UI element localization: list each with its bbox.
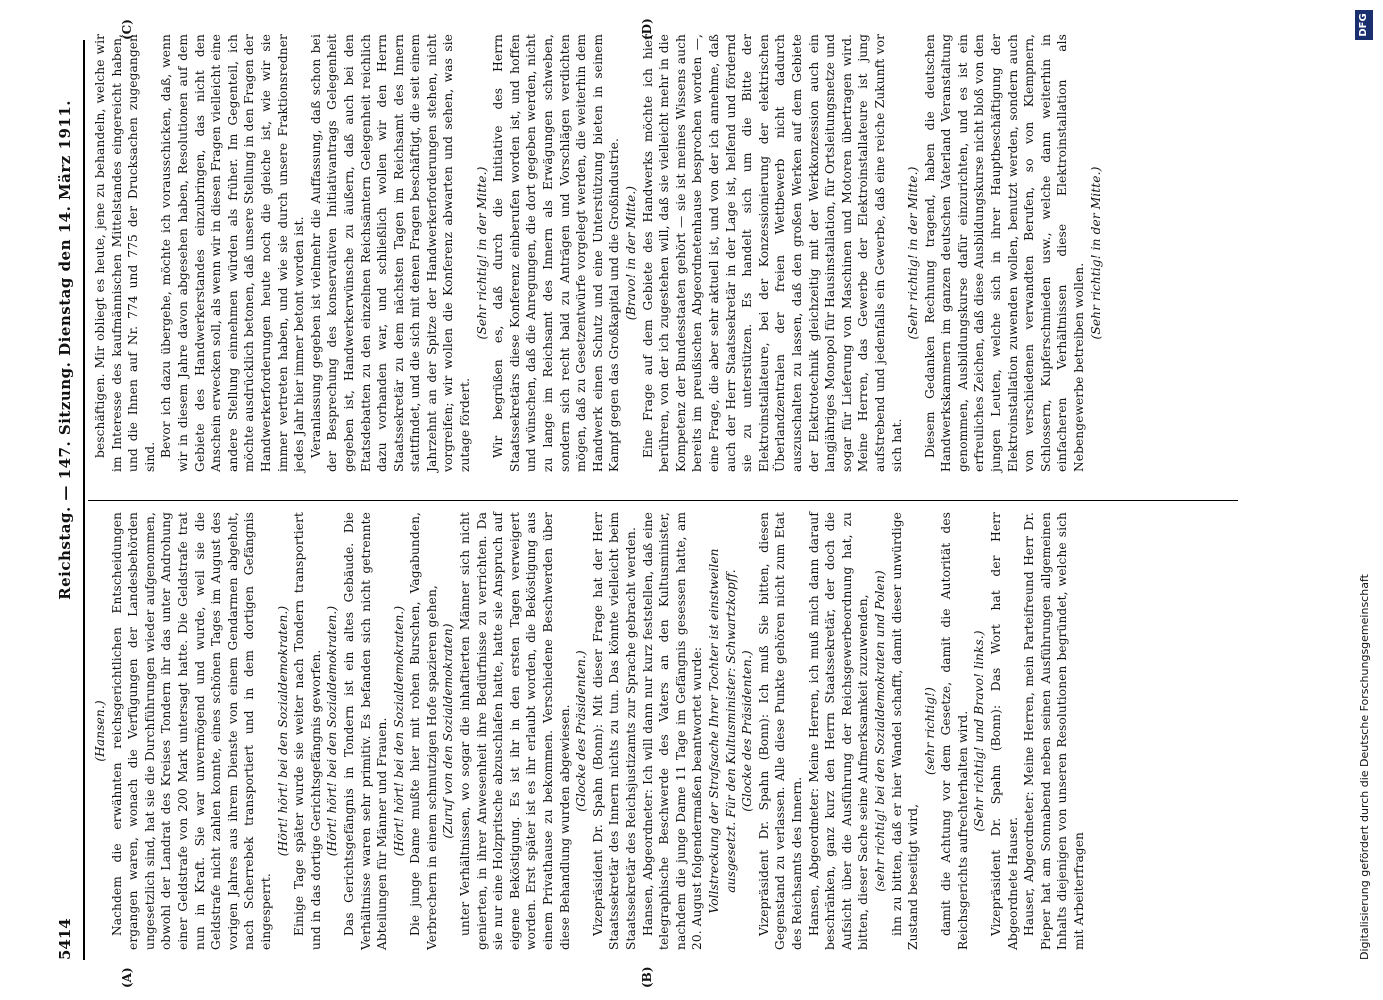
paragraph: Vizepräsident Dr. Spahn (Bonn): Das Wort hat der Herr Abgeordnete Hauser.	[989, 512, 1020, 950]
paragraph: Vizepräsident Dr. Spahn (Bonn): Ich muß Sie bitten, diesen Gegenstand zu verlassen. Alle diese Punkte gehören nicht zum Etat des Reichsamts des Innern.	[756, 512, 804, 950]
paragraph: Diesem Gedanken Rechnung tragend, haben die deutschen Handwerkskammern im ganzen deutschen Vaterland Veranstaltung genommen, Ausbildungskurse dafür einzurichten, und es ist ein erfreuliches Zeichen, daß diese Ausbildungskurse nicht bloß von den jungen Leuten, welche sich in ihrer Hauptbeschäftigung der Elektroinstallation zuwenden wollen, benutzt werden, sondern auch von verschiedenen verwandten Berufen, so von Klempnern, Schlossern, Kupferschmieden usw., welche dann weiterhin in einfacheren Verhältnissen diese Elektroinstallation als Nebengewerbe betreiben wollen.	[922, 34, 1087, 472]
paragraph: Veranlassung gegeben ist vielmehr die Auffassung, daß schon bei der Besprechung des konservativen Initiativantrags Gelegenheit gegeben ist, Handwerkerwünsche zu äußern, daß auch bei den Etatsdebatten zu den einzelnen Reichsämtern Gelegenheit reichlich dazu vorhanden war, und schließlich wollen wir den Herrn Staatssekretär zu dem nächsten Tagen im Reichsamt des Innern stattfindet, und die sich mit denen Fragen beschäftigt, die seit einem Jahrzehnt an der Spitze der Handwerkerforderungen stehen, nicht vorgreifen; wir wollen die Konferenz abwarten und sehen, was sie zutage fördert.	[308, 34, 473, 472]
interjection: (Zuruf von den Sozialdemokraten)	[441, 623, 456, 839]
digitization-credit: Digitalisierung gefördert durch die Deutsche Forschungsgemeinschaft	[1358, 574, 1371, 960]
margin-marker-a: (A)	[120, 967, 134, 988]
paragraph: Eine Frage auf dem Gebiete des Handwerks möchte ich hier berühren, von der ich zugestehen will, daß sie vielleicht mehr in die Kompetenz der Bundesstaaten gehört — sie ist meines Wissens auch bereits im preußischen Abgeordnetenhause besprochen worden —, eine Frage, die aber sehr aktuell ist, und von der ich annehme, daß auch der Herr Staatssekretär in der Lage ist, helfend und fördernd sie zu unterstützen. Es handelt sich um die Bitte der Elektroinstallateure, bei der Konzessionierung der elektrischen Überlandzentralen der freien Wettbewerb nicht dadurch auszuschalten zu lassen, daß den großen Werken auf dem Gebiete der Elektrotechnik gleichzeitig mit der Werkkonzession auch ein langjähriges Monopol für Hausinstallation, für Ortsleitungsnetze und sogar für Lieferung von Maschinen und Motoren übertragen wird. Meine Herren, das Gewerbe der Elektroinstallateure ist jung aufstrebend und jedenfalls ein Gewerbe, daß eine reiche Zukunft vor sich hat.	[640, 34, 904, 472]
paragraph: damit die Achtung vor dem Gesetze, damit die Autorität des Reichsgerichts aufrechterhalten wird.	[939, 512, 970, 950]
interjection: (sehr richtig!)	[922, 687, 937, 775]
paragraph: ihn zu bitten, daß er hier Wandel schafft, damit dieser unwürdige Zustand beseitigt wird,	[889, 512, 921, 950]
column-divider	[88, 500, 1238, 501]
page-title: Reichstag. — 147. Sitzung. Dienstag den 14. März 1911.	[56, 100, 74, 600]
interjection: (Sehr richtig! in der Mitte.)	[906, 166, 921, 340]
page-number: 5414	[56, 918, 74, 960]
right-column	[92, 34, 1104, 472]
paragraph: Hansen, Abgeordneter: Ich will dann nur kurz feststellen, daß eine telegraphische Beschwerde des Vaters an den Kultusminister, nachdem die junge Dame 11 Tage im Gefängnis gesessen hatte, am 20. August folgendermaßen beantwortet wurde:	[640, 512, 705, 950]
paragraph: Die junge Dame mußte hier mit rohen Burschen, Vagabunden, Verbrechern in einem schmutzigen Hofe spazieren gehen,	[408, 512, 439, 950]
interjection: (Hört! hört! bei den Sozialdemokraten.)	[275, 605, 290, 857]
interjection: Vollstreckung der Strafsache Ihrer Tochter ist einstweilen ausgesetzt. Für den Kultusminister: Schwartzkopff.	[706, 548, 738, 914]
paragraph: beschäftigen. Mir obliegt es heute, jene zu behandeln, welche wir im Interesse des kaufmännischen Mittelstandes eingereicht haben, und die Ihnen auf Nr. 774 und 775 der Drucksachen zugegangen sind.	[93, 34, 157, 472]
header-rule	[83, 40, 85, 960]
paragraph: Das Gerichtsgefängnis in Tondern ist ein altes Gebäude. Die Verhältnisse waren sehr primitiv. Es befanden sich nicht getrennte Abteilungen für Männer und Frauen.	[341, 512, 390, 950]
paragraph: unter Verhältnissen, wo sogar die inhaftierten Männer sich nicht genierten, in ihrer Anwesenheit ihre Bedürfnisse zu verrichten. Da sie nur eine Holzpritsche abzuschlafen hatte, hatte sie Anspruch auf eigene Beköstigung. Es ist ihr in den ersten Tagen verweigert worden. Erst später ist es ihr erlaubt worden, die Beköstigung aus einem Privathause zu bekommen. Verschiedene Beschwerden über diese Behandlung wurden abgewiesen.	[458, 512, 572, 950]
paragraph: Hansen, Abgeordneter: Meine Herren, ich muß mich dann darauf beschränken, ganz kurz den Herrn Staatssekretär, der doch die Aufsicht über die Ausführung der Reichsgewerbeordnung hat, zu bitten, dieser Sache seine Aufmerksamkeit zuzuwenden,	[806, 512, 871, 950]
interjection: (sehr richtig! bei den Sozialdemokraten und Polen)	[872, 570, 887, 892]
paragraph: Wir begrüßen es, daß durch die Initiative des Herrn Staatssekretärs diese Konferenz einberufen worden ist, und hoffen und wünschen, daß die Anregungen, die dort gegeben werden, nicht zu lange im Reichsamt des Innern als Erwägungen schweben, sondern sich recht bald zu Anträgen und Vorschlägen verdichten mögen, daß zu Gesetzentwürfe vorgelegt werden, die weiterhin dem Handwerk einen Schutz und eine Unterstützung bieten in seinem Kampf gegen das Großkapital und die Großindustrie.	[491, 34, 622, 472]
paragraph: Einige Tage später wurde sie weiter nach Tondern transportiert und in das dortige Gerichtsgefängnis geworfen.	[292, 512, 323, 950]
paragraph: Bevor ich dazu übergehe, möchte ich vorausschicken, daß, wenn wir in diesem Jahre davon abgesehen haben, Resolutionen auf dem Gebiete des Handwerkerstandes einzubringen, das nicht den Anschein erwecken soll, als wenn wir in diesen Fragen vielleicht eine andere Stellung einnehmen würden als früher. Im Gegenteil, ich möchte ausdrücklich betonen, daß unsere Stellung in den Fragen der Handwerkerforderungen heute noch die gleiche ist, wie wir sie immer vertreten haben, und wie sie durch unsere Fraktionsredner jedes Jahr hier immer betont worden ist.	[159, 34, 307, 472]
interjection: (Bravo! in der Mitte.)	[624, 185, 638, 321]
margin-marker-b: (B)	[640, 966, 654, 988]
interjection: (Sehr richtig! in der Mitte.)	[1088, 166, 1103, 340]
paragraph: Hauser, Abgeordneter: Meine Herren, mein Parteifreund Herr Dr. Pieper hat am Sonnabend neben seinen Ausführungen allgemeinen Inhalts diejenigen von unseren Resolutionen begründet, welche sich mit Arbeiterfragen	[1022, 512, 1087, 950]
interjection: (Glocke des Präsidenten.)	[740, 650, 755, 812]
page-header	[52, 40, 82, 960]
paragraph: Nachdem die erwähnten reichsgerichtlichen Entscheidungen ergangen waren, wonach die Verfügungen der Landesbehörden ungesetzlich sind, hat sie die Durchführungen wieder aufgenommen, obwohl der Landrat des Kreises Tondern ihr das unter Androhung einer Geldstrafe von 200 Mark untersagt hatte. Die Geldstrafe trat nun in Kraft. Sie war unvermögend und wurde, weil sie die Geldstrafe nicht zahlen konnte, eines schönen Tages im August des vorigen Jahres aus ihrem Dienste von einem Gendarmen abgeholt, nach Scherrebek transportiert und in dem dortigen Gefängnis eingesperrt.	[109, 512, 273, 950]
interjection: (Hört! hört! bei den Sozialdemokraten.)	[325, 605, 340, 857]
paragraph: Vizepräsident Dr. Spahn (Bonn): Mit dieser Frage hat der Herr Staatssekretär des Innern nichts zu tun. Das könnte vielleicht beim Staatssekretär des Reichsjustizamts zur Sprache gebracht werden.	[590, 512, 638, 950]
interjection: (Hansen.)	[93, 700, 107, 762]
interjection: (Sehr richtig! und Bravo! links.)	[972, 630, 987, 832]
margin-marker-d: (D)	[640, 18, 654, 40]
margin-marker-c: (C)	[120, 19, 134, 40]
interjection: (Sehr richtig! in der Mitte.)	[474, 166, 489, 340]
left-column	[92, 512, 1088, 950]
interjection: (Glocke des Präsidenten.)	[574, 650, 589, 812]
interjection: (Hört! hört! bei den Sozialdemokraten.)	[391, 605, 406, 857]
dfg-logo: DFG	[1355, 10, 1373, 40]
